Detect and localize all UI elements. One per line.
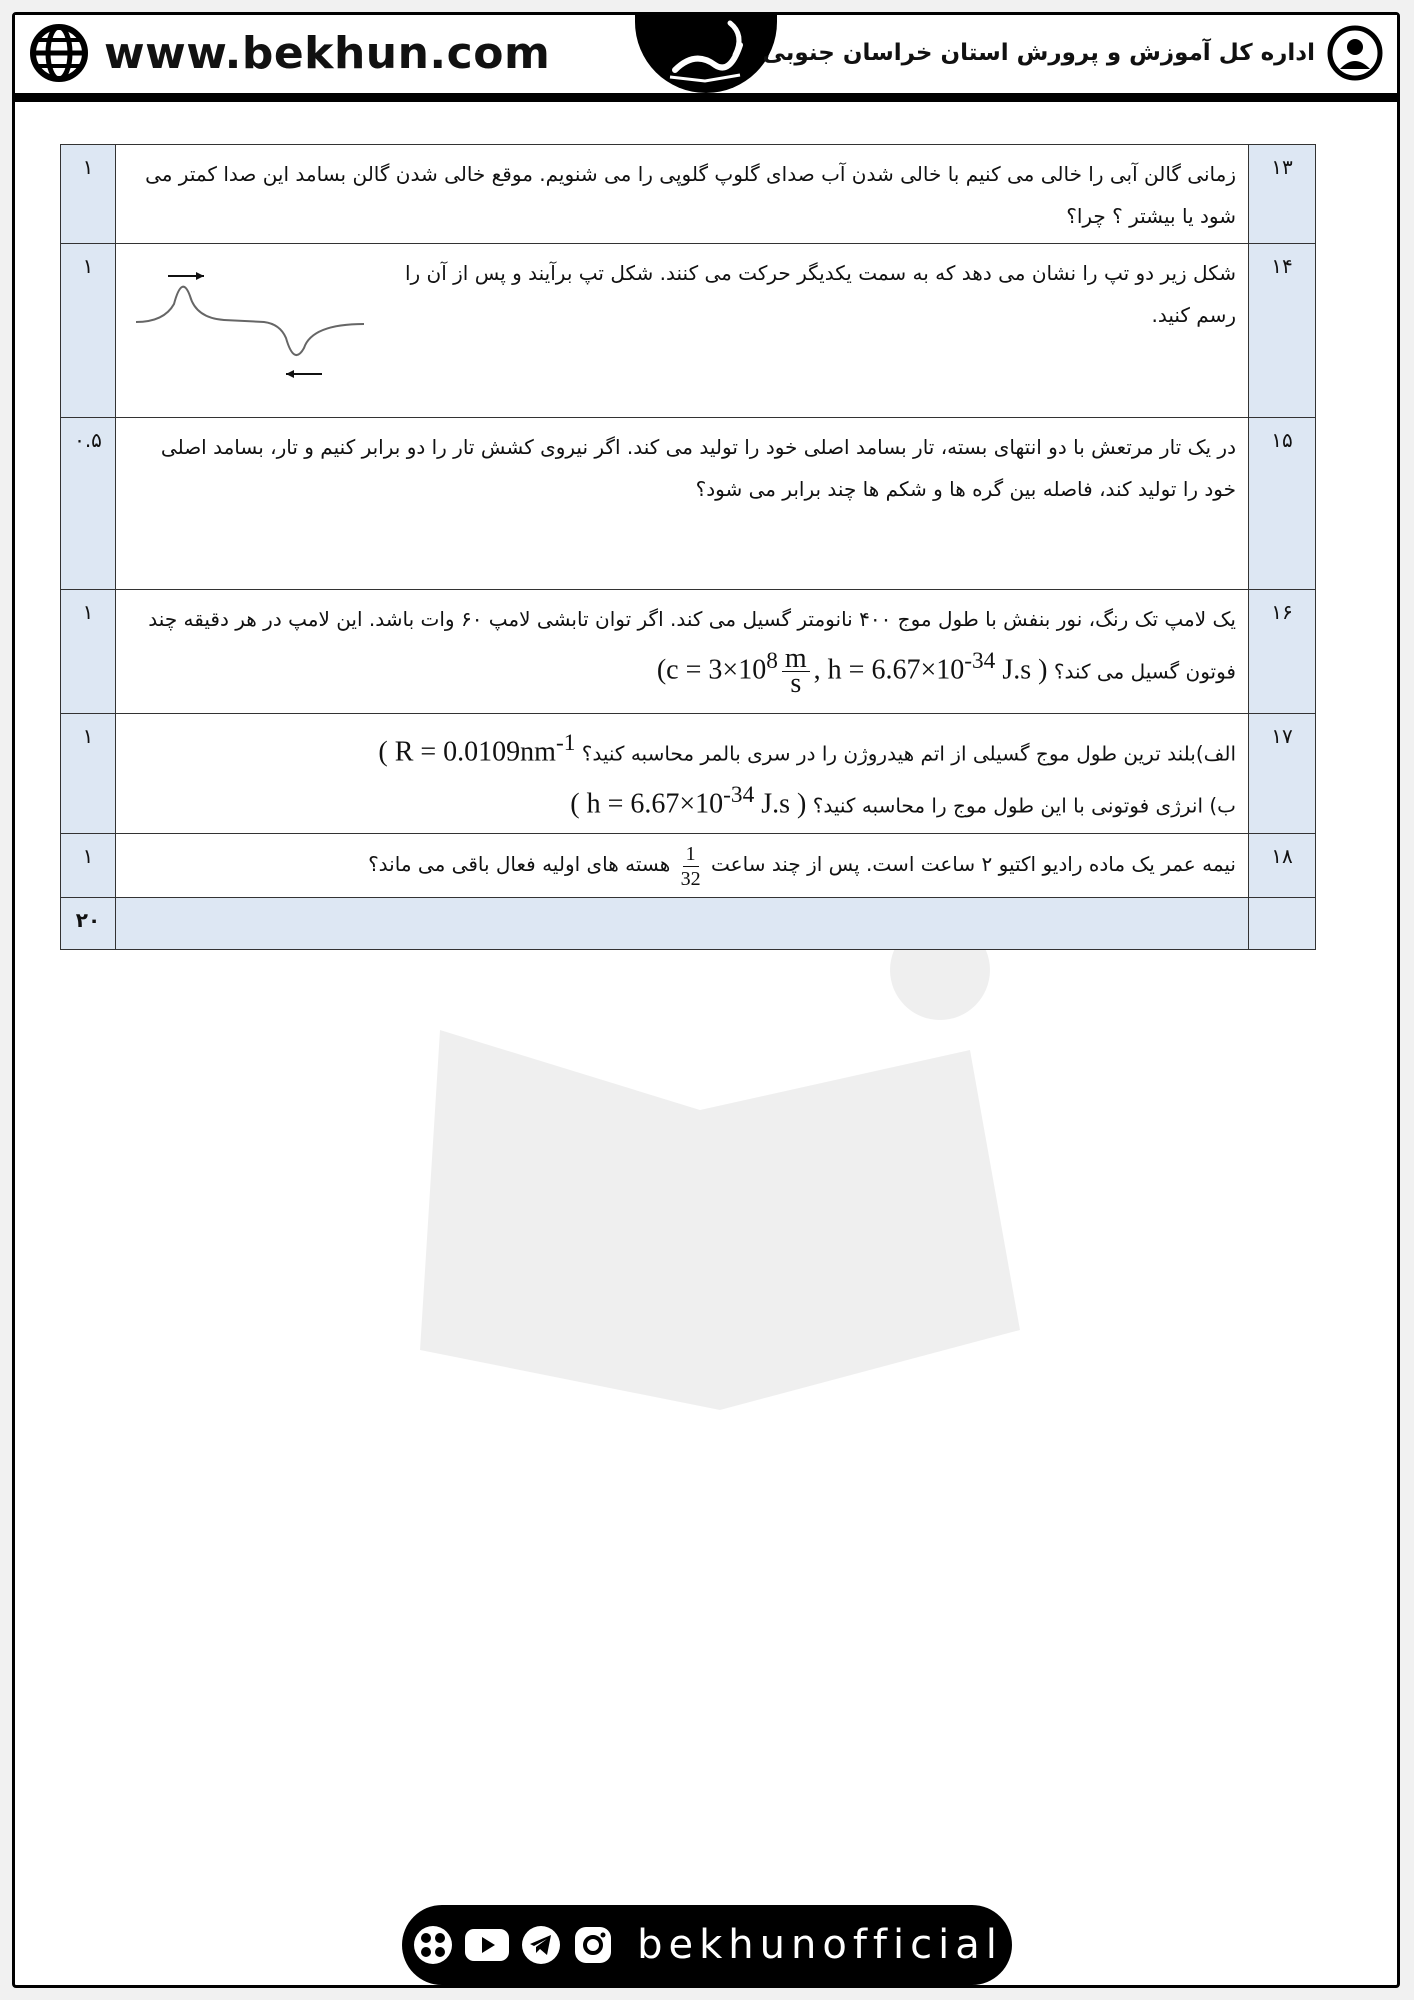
total-label-cell xyxy=(1249,897,1316,949)
social-handle[interactable]: bekhunofficial xyxy=(637,1922,1003,1968)
total-row xyxy=(61,897,1316,949)
question-text: زمانی گالن آبی را خالی می کنیم با خالی شدن آب صدای گلوپ گلوپی را می شنویم. موقع خالی شدن گالن بسامد این صدا کمتر می شود یا بیشتر ؟ چرا؟ xyxy=(116,145,1249,244)
question-score: ۱ xyxy=(61,145,116,244)
question-text: در یک تار مرتعش با دو انتهای بسته، تار بسامد اصلی خود را تولید می کند. اگر نیروی کشش تار را دو برابر کنیم و تار، بسامد اصلی خود را تولید کند، فاصله بین گره ها و شکم ها چند برابر می شود؟ xyxy=(116,418,1249,590)
question-score: ۱ xyxy=(61,833,116,897)
question-score: ۱ xyxy=(61,244,116,418)
instagram-icon[interactable] xyxy=(571,1923,615,1967)
question-row xyxy=(61,418,1316,590)
question-number: ۱۶ xyxy=(1249,590,1316,714)
brand-logo xyxy=(635,15,777,93)
question-part-b: ب) انرژی فوتونی با این طول موج را محاسبه کنید؟ ( $h = 6.67\times 10^{-34}$ J.s ) xyxy=(570,782,1236,820)
org-title: اداره کل آموزش و پرورش استان خراسان جنوبی xyxy=(762,40,1315,66)
question-number: ۱۷ xyxy=(1249,714,1316,834)
constants-formula: ($c = 3\times 10^8$ $\frac{m}{s}$ , $h = 6.67\times 10^{-34}$ J.s ) xyxy=(656,643,1048,700)
question-row xyxy=(61,244,1316,418)
question-row xyxy=(61,714,1316,834)
question-score: ۱ xyxy=(61,590,116,714)
question-number: ۱۵ xyxy=(1249,418,1316,590)
question-row xyxy=(61,145,1316,244)
questions-table xyxy=(60,144,1316,950)
user-icon xyxy=(1327,25,1383,81)
question-row xyxy=(61,590,1316,714)
question-number: ۱۸ xyxy=(1249,833,1316,897)
wave-pulses-figure xyxy=(134,264,374,384)
question-number: ۱۴ xyxy=(1249,244,1316,418)
org-block xyxy=(763,23,1383,83)
question-row: ۱۸ نیمه عمر یک ماده رادیو اکتیو ۲ ساعت است. پس از چند ساعت $\frac{1}{32}$ هسته های اولیه فعال باقی می ماند؟ ۱ xyxy=(61,833,1316,897)
aparat-icon[interactable] xyxy=(411,1923,455,1967)
telegram-icon[interactable] xyxy=(519,1923,563,1967)
globe-icon xyxy=(30,24,88,82)
question-score: ۱ xyxy=(61,714,116,834)
total-score: ۲۰ xyxy=(61,897,116,949)
question-text: شکل زیر دو تپ را نشان می دهد که به سمت یکدیگر حرکت می کنند. شکل تپ برآیند و پس از آن را رسم کنید. xyxy=(404,261,1236,327)
header xyxy=(15,15,1397,102)
website-block xyxy=(30,23,550,83)
footer-social xyxy=(402,1905,1012,1985)
website-url[interactable]: www.bekhun.com xyxy=(104,27,551,79)
question-score: ۰.۵ xyxy=(61,418,116,590)
question-part-a: الف)بلند ترین طول موج گسیلی از اتم هیدروژن را در سری بالمر محاسبه کنید؟ ( $R = 0.0109nm^{-1}$ xyxy=(378,730,1236,768)
question-number: ۱۳ xyxy=(1249,145,1316,244)
question-text: یک لامپ تک رنگ، نور بنفش با طول موج ۴۰۰ نانومتر گسیل می کند. اگر توان تابشی لامپ ۶۰ وات باشد. این لامپ در هر دقیقه چند فوتون گسیل می کند؟ xyxy=(148,607,1236,684)
youtube-icon[interactable] xyxy=(463,1925,511,1965)
